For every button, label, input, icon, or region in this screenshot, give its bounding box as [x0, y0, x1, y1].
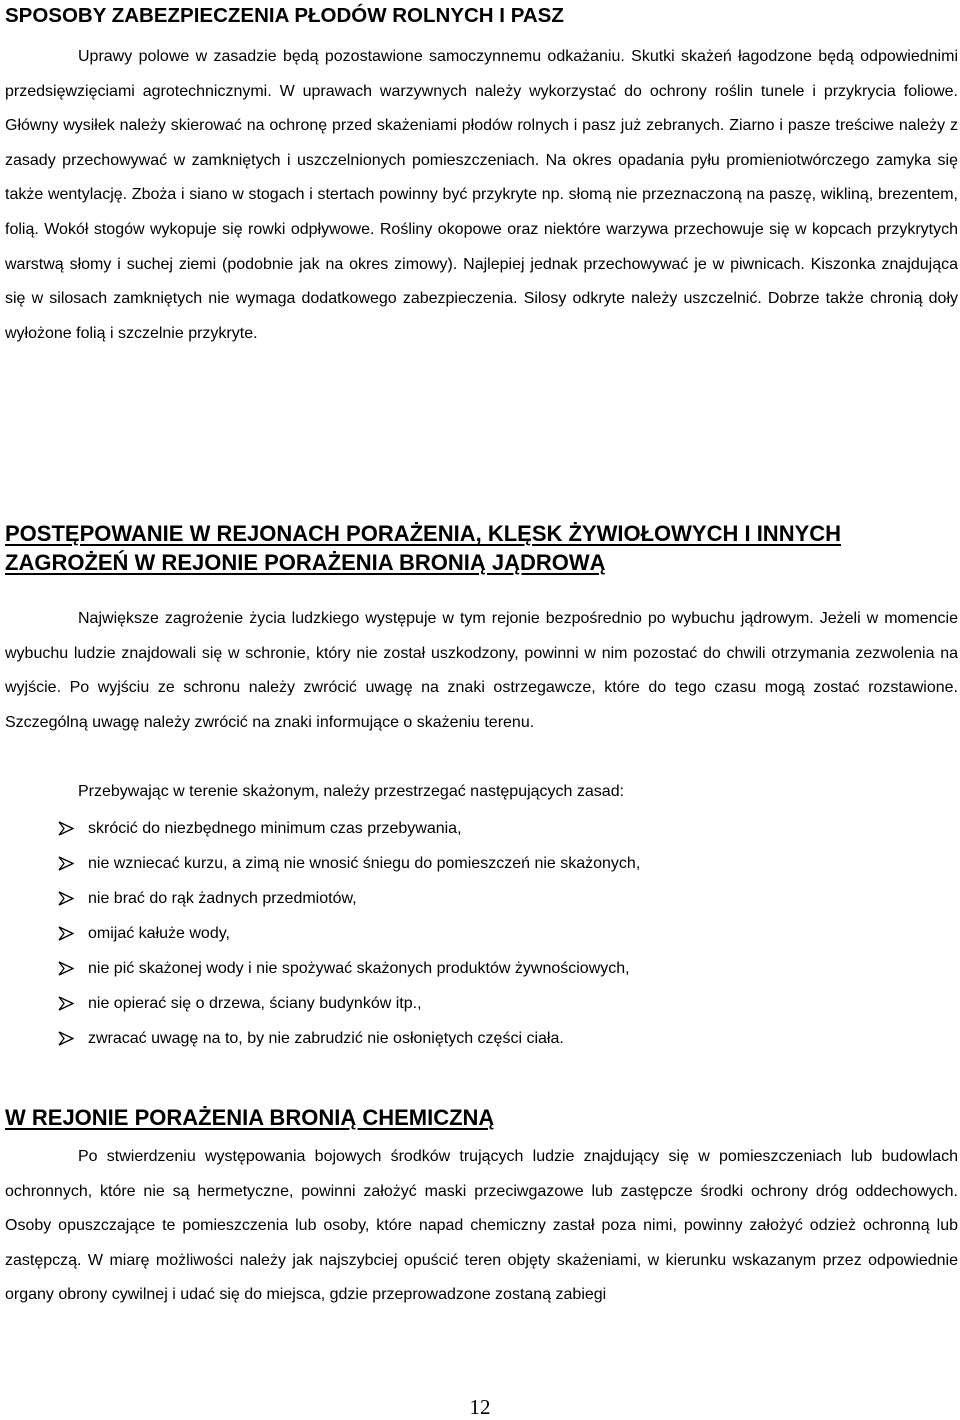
rules-list-container: [5, 811, 958, 1056]
list-item-text: nie wzniecać kurzu, a zimą nie wnosić śniegu do pomieszczeń nie skażonych,: [88, 855, 641, 872]
paragraph: Po stwierdzeniu występowania bojowych środków trujących ludzie znajdujący się w pomieszczeniach lub budowlach ochronnych, które nie są hermetyczne, powinni założyć maski przeciwgazowe lub zastępcze środki ochrony dróg oddechowych. Osoby opuszczające te pomieszczenia lub osoby, które napad chemiczny zastał poza nimi, powinny założyć odzież ochronną lub zastępczą. W miarę możliwości należy jak najszybciej opuścić teren objęty skażeniami, w kierunku wskazanym przez odpowiednie organy obrony cywilnej i udać się do miejsca, gdzie przeprowadzone zostaną zabiegi: [5, 1148, 958, 1304]
section-chemical-body: [5, 1140, 958, 1313]
section-plant-protection-body: [5, 40, 958, 351]
section-nuclear-body: [5, 602, 958, 740]
list-item-text: skrócić do niezbędnego minimum czas przebywania,: [88, 820, 462, 837]
section-plant-protection: [5, 3, 958, 29]
arrow-bullet-icon: [58, 1031, 74, 1046]
list-item-text: nie opierać się o drzewa, ściany budynków itp.,: [88, 995, 422, 1012]
section-nuclear: [5, 519, 958, 577]
list-item: [5, 986, 958, 1021]
section-title: SPOSOBY ZABEZPIECZENIA PŁODÓW ROLNYCH I PASZ: [5, 4, 564, 27]
arrow-bullet-icon: [58, 926, 74, 941]
list-item-text: nie brać do rąk żadnych przedmiotów,: [88, 890, 357, 907]
paragraph: Największe zagrożenie życia ludzkiego występuje w tym rejonie bezpośrednio po wybuchu jądrowym. Jeżeli w momencie wybuchu ludzie znajdowali się w schronie, który nie został uszkodzony, powinni w nim pozostać do chwili otrzymania zezwolenia na wyjście. Po wyjściu ze schronu należy zwrócić uwagę na znaki ostrzegawcze, które do tego czasu mogą zostać rozstawione. Szczególną uwagę należy zwrócić na znaki informujące o skażeniu terenu.: [5, 610, 958, 731]
list-item-text: zwracać uwagę na to, by nie zabrudzić nie osłoniętych części ciała.: [88, 1030, 564, 1047]
section-title: W REJONIE PORAŻENIA BRONIĄ CHEMICZNĄ: [5, 1105, 495, 1130]
arrow-bullet-icon: [58, 961, 74, 976]
rules-list: [5, 811, 958, 1056]
list-item: [5, 916, 958, 951]
paragraph: Uprawy polowe w zasadzie będą pozostawione samoczynnemu odkażaniu. Skutki skażeń łagodzone będą odpowiednimi przedsięwzięciami agrotechnicznymi. W uprawach warzywnych należy wykorzystać do ochrony roślin tunele i przykrycia foliowe. Główny wysiłek należy skierować na ochronę przed skażeniami płodów rolnych i pasz już zebranych. Ziarno i pasze treściwe należy z zasady przechowywać w zamkniętych i uszczelnionych pomieszczeniach. Na okres opadania pyłu promieniotwórczego zamyka się także wentylację. Zboża i siano w stogach i stertach powinny być przykryte np. słomą nie przeznaczoną na paszę, wikliną, brezentem, folią. Wokół stogów wykopuje się rowki odpływowe. Rośliny okopowe oraz niektóre warzywa przechowuje się w kopcach przykrytych warstwą słomy i suchej ziemi (podobnie jak na okres zimowy). Najlepiej jednak przechowywać je w piwnicach. Kiszonka znajdująca się w silosach zamkniętych nie wymaga dodatkowego zabezpieczenia. Silosy odkryte należy uszczelnić. Dobrze także chronią doły wyłożone folią i szczelnie przykryte.: [5, 48, 958, 342]
paragraph: Przebywając w terenie skażonym, należy przestrzegać następujących zasad:: [78, 783, 625, 800]
arrow-bullet-icon: [58, 856, 74, 871]
arrow-bullet-icon: [58, 891, 74, 906]
list-item: [5, 1021, 958, 1056]
list-item: [5, 811, 958, 846]
section-chemical: [5, 1103, 958, 1132]
arrow-bullet-icon: [58, 821, 74, 836]
list-item: [5, 881, 958, 916]
section-title: POSTĘPOWANIE W REJONACH PORAŻENIA, KLĘSK ŻYWIOŁOWYCH I INNYCH ZAGROŻEŃ W REJONIE PORAŻENIA BRONIĄ JĄDROWĄ: [5, 521, 842, 575]
list-item-text: omijać kałuże wody,: [88, 925, 230, 942]
page-number: 12: [469, 1395, 491, 1419]
list-item-text: nie pić skażonej wody i nie spożywać skażonych produktów żywnościowych,: [88, 960, 630, 977]
arrow-bullet-icon: [58, 996, 74, 1011]
rules-intro: [5, 775, 958, 810]
list-item: [5, 951, 958, 986]
list-item: [5, 846, 958, 881]
